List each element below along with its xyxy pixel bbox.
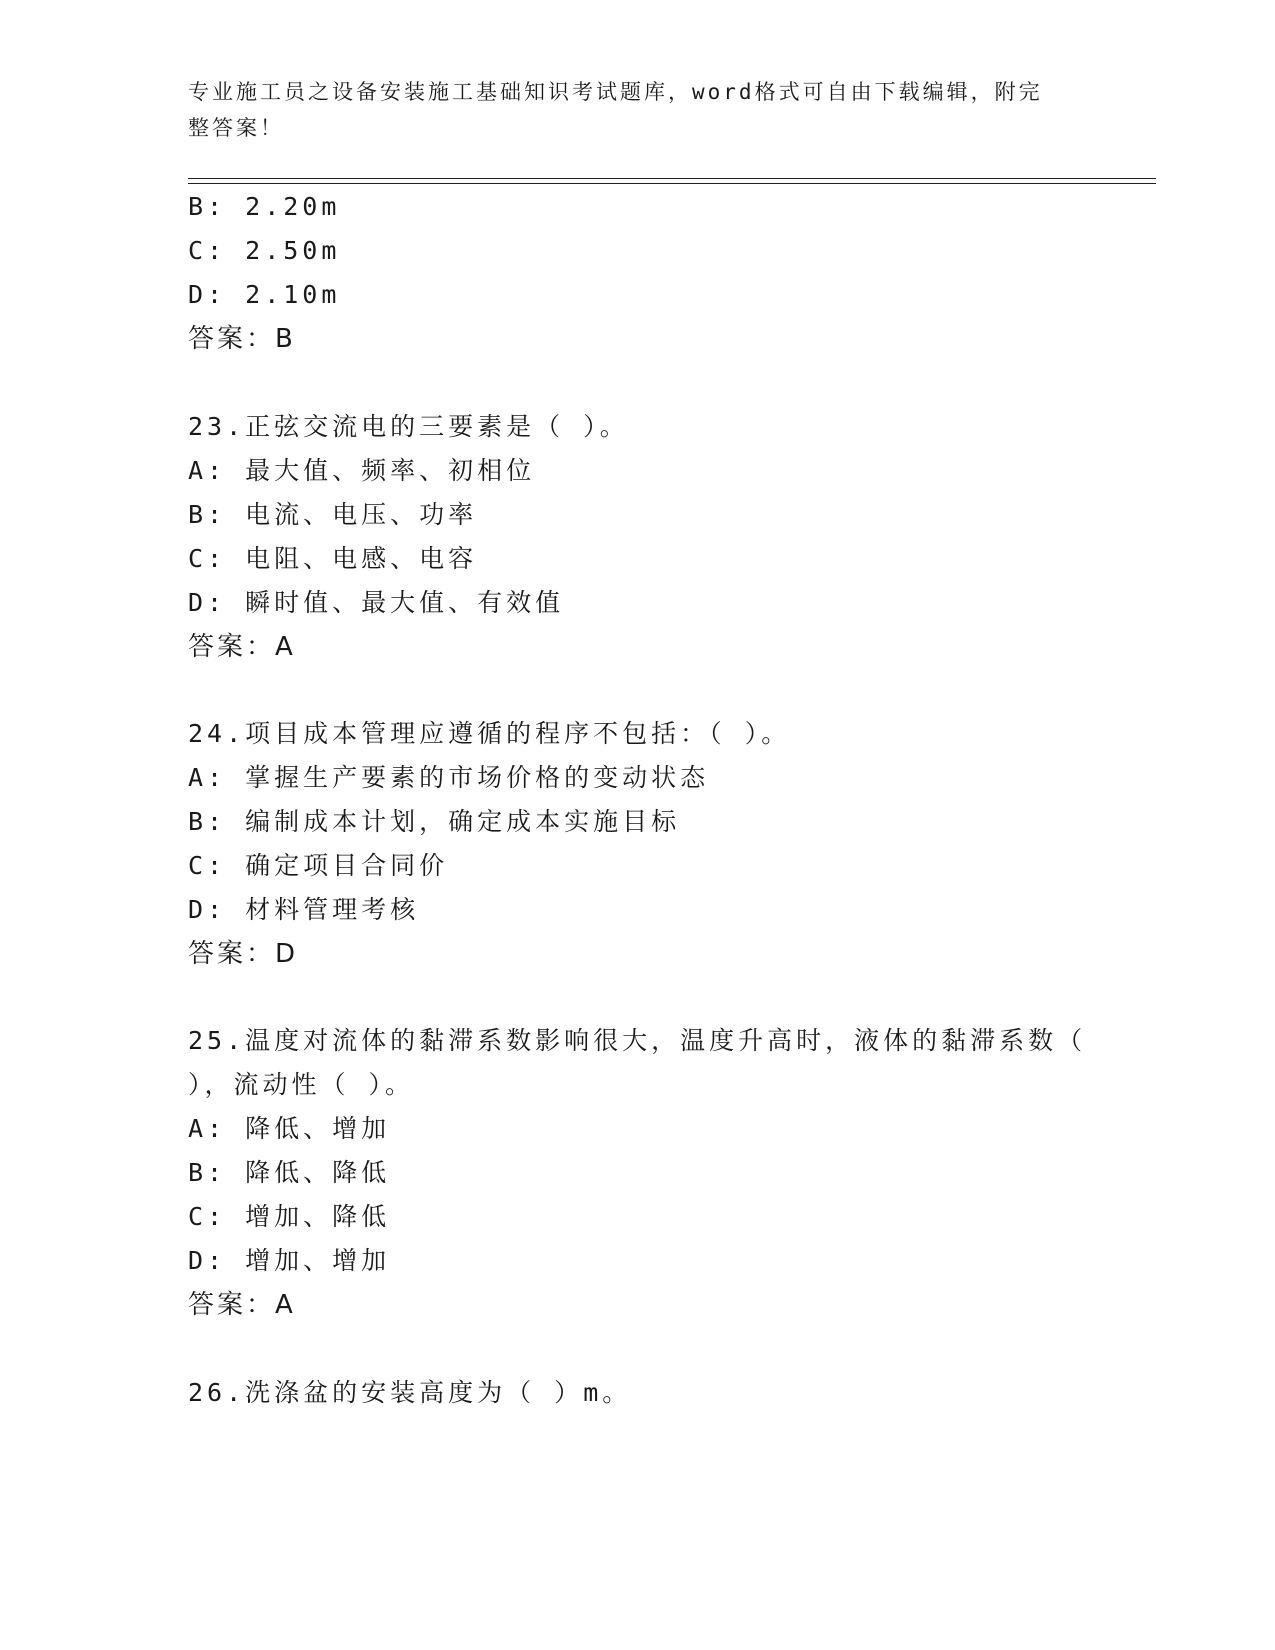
q22-option-c: C: 2.50m (188, 236, 341, 265)
q24-option-a: A: 掌握生产要素的市场价格的变动状态 (188, 763, 710, 792)
header-divider-top (188, 178, 1156, 179)
q23-option-c: C: 电阻、电感、电容 (188, 544, 478, 573)
q24-stem: 24.项目成本管理应遵循的程序不包括：（ ）。 (188, 719, 791, 748)
q22-option-d: D: 2.10m (188, 280, 341, 309)
header-divider-bottom (188, 183, 1156, 184)
q25-option-c: C: 增加、降低 (188, 1202, 391, 1231)
q22-option-b: B: 2.20m (188, 192, 341, 221)
q23-answer: 答案：A (188, 632, 296, 662)
q23-option-a: A: 最大值、频率、初相位 (188, 456, 536, 485)
q23-option-d: D: 瞬时值、最大值、有效值 (188, 588, 565, 617)
q24-option-d: D: 材料管理考核 (188, 895, 420, 924)
header-line-1: 专业施工员之设备安装施工基础知识考试题库，word格式可自由下载编辑，附完 (188, 80, 1043, 104)
q25-option-a: A: 降低、增加 (188, 1114, 391, 1143)
q23-option-b: B: 电流、电压、功率 (188, 500, 478, 529)
q25-stem-line-1: 25.温度对流体的黏滞系数影响很大，温度升高时，液体的黏滞系数（ (188, 1026, 1087, 1055)
q24-option-b: B: 编制成本计划，确定成本实施目标 (188, 807, 681, 836)
q23-stem: 23.正弦交流电的三要素是（ ）。 (188, 412, 629, 441)
document-header (188, 74, 1068, 146)
q25-option-d: D: 增加、增加 (188, 1246, 391, 1275)
q25-option-b: B: 降低、降低 (188, 1158, 391, 1187)
header-line-2: 整答案！ (188, 116, 284, 140)
q26-stem: 26.洗涤盆的安装高度为（ ）m。 (188, 1378, 632, 1407)
q22-answer: 答案：B (188, 324, 296, 354)
q24-answer: 答案：D (188, 939, 299, 969)
q25-stem-line-2: ），流动性（ ）。 (188, 1070, 415, 1099)
q24-option-c: C: 确定项目合同价 (188, 851, 449, 880)
q25-answer: 答案：A (188, 1290, 296, 1320)
